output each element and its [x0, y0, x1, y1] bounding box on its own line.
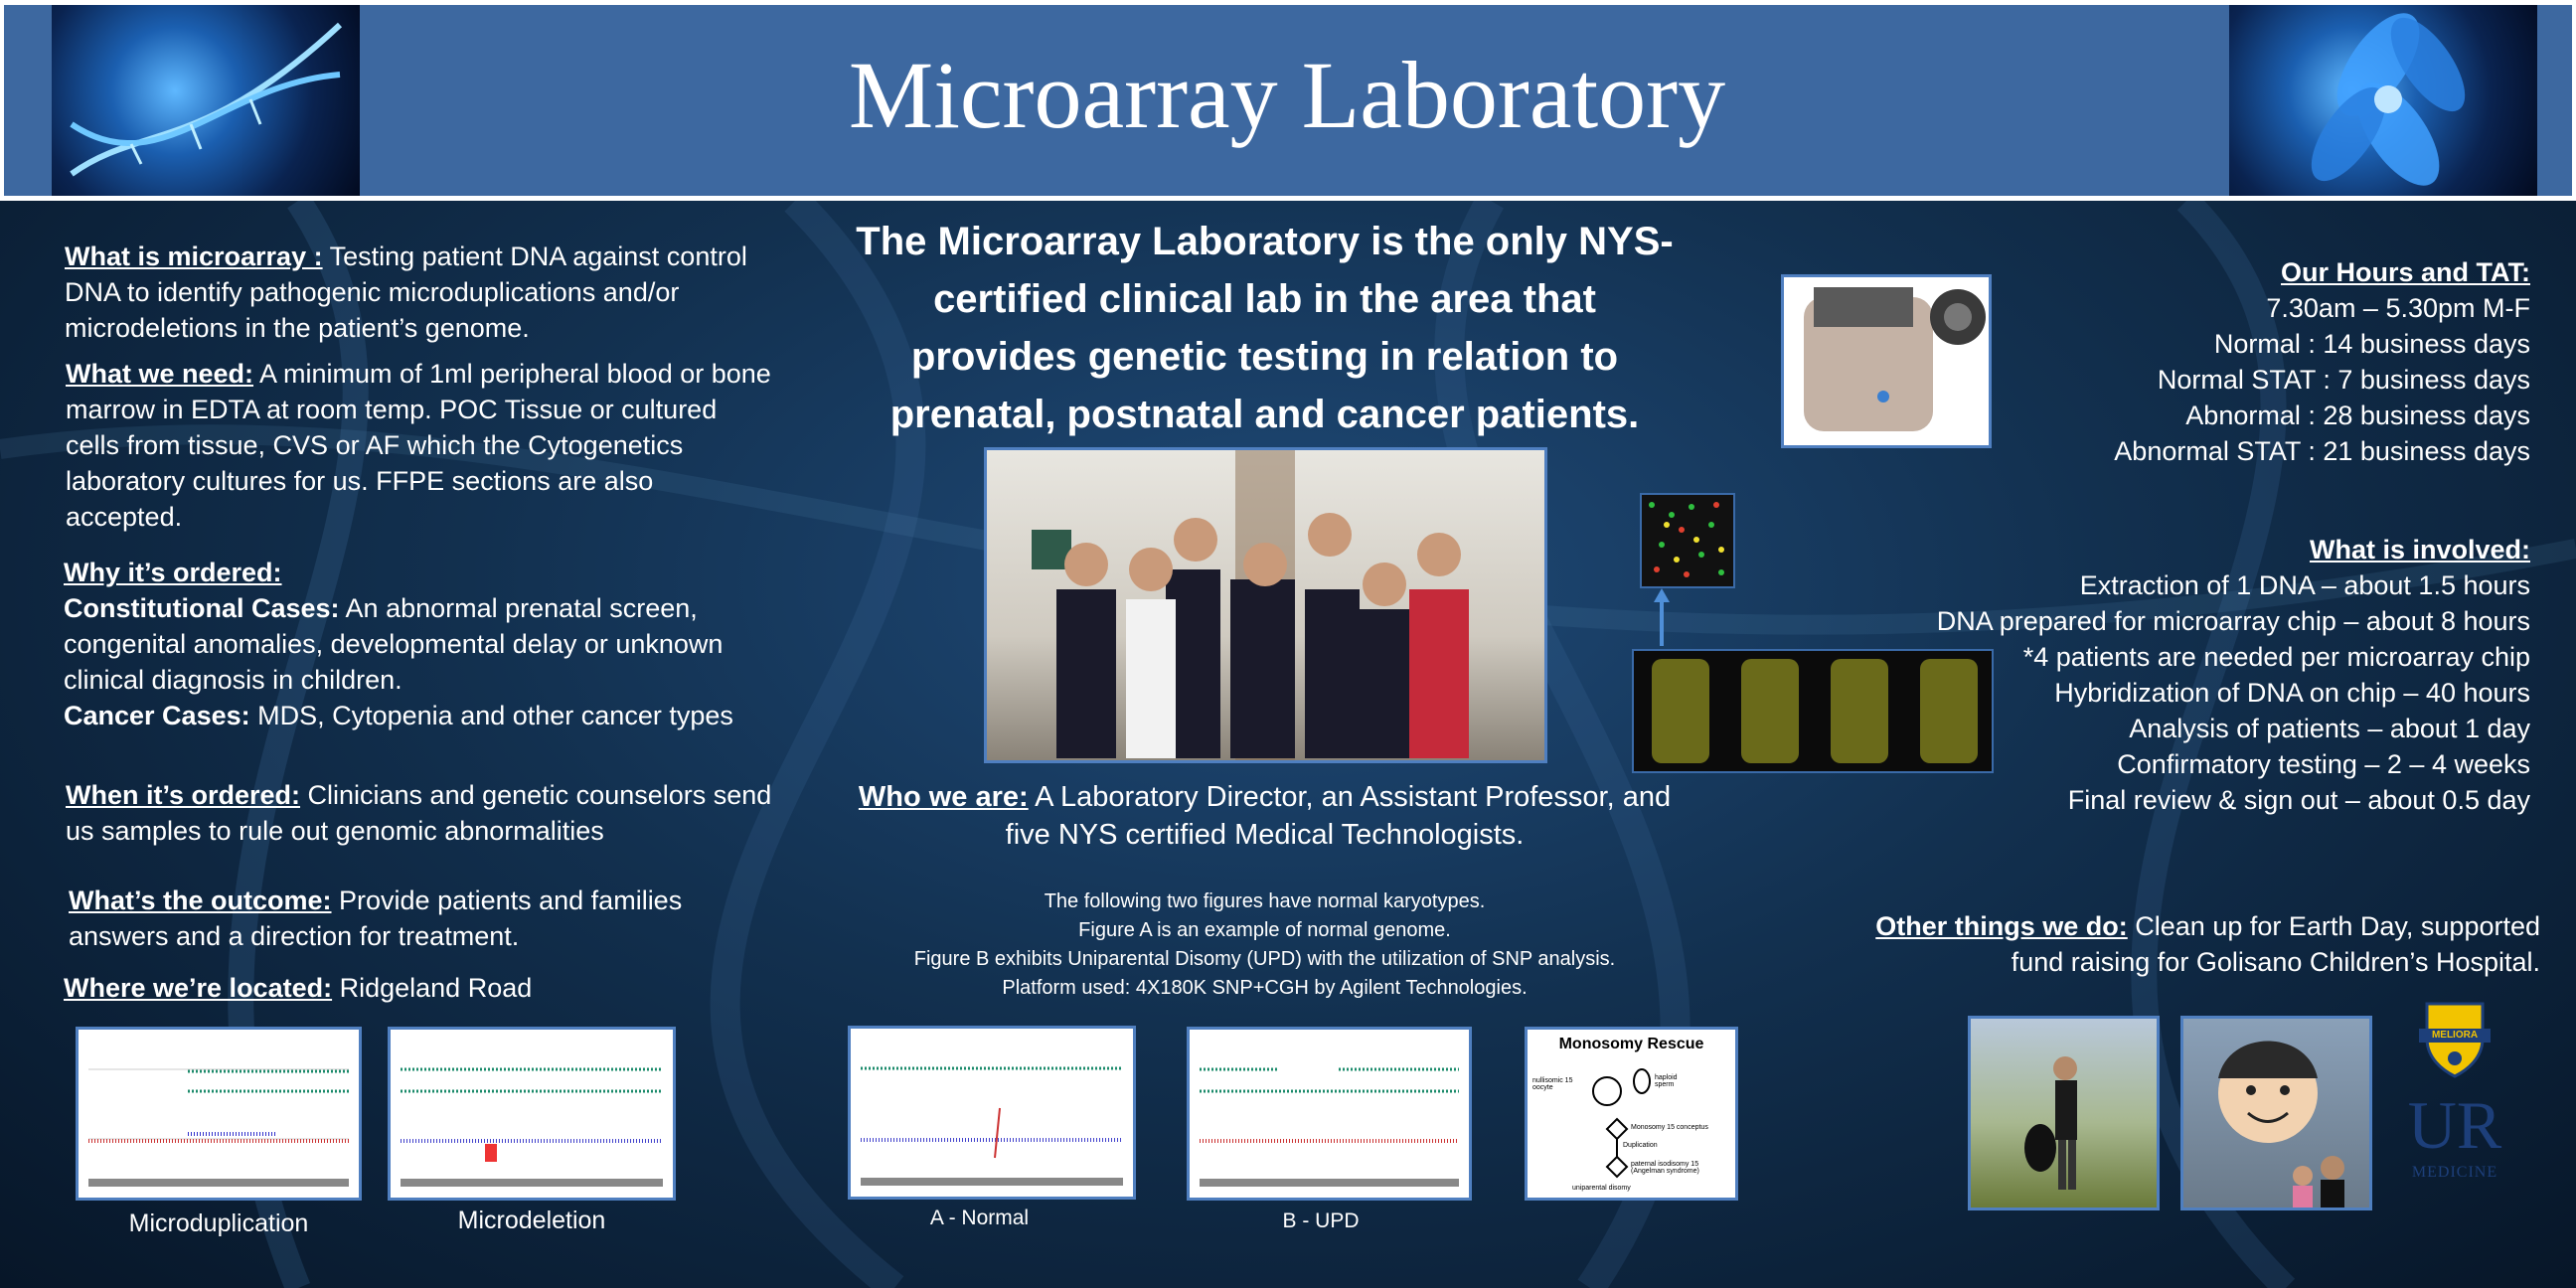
monosomy-label-isodisomy: paternal isodisomy 15 (Angelman syndrome): [1631, 1161, 1699, 1175]
when-ordered: [66, 777, 791, 849]
constitutional-text: An abnormal prenatal screen, congenital anomalies, developmental delay or unknown clinical diagnosis in children.: [64, 593, 724, 695]
fundraising-photo: [2180, 1016, 2372, 1210]
ur-letters: UR: [2407, 1087, 2502, 1163]
page-title: Microarray Laboratory: [848, 42, 1726, 148]
where-text: Ridgeland Road: [332, 973, 533, 1003]
involved-line: *4 patients are needed per microarray chip: [2022, 642, 2530, 672]
arrow-up-icon: [1652, 588, 1672, 648]
involved-line: Hybridization of DNA on chip – 40 hours: [2054, 678, 2530, 708]
ur-medicine-logo: [2400, 999, 2509, 1188]
where-label: Where we’re located:: [64, 973, 333, 1003]
caption-a-normal: A - Normal: [929, 1207, 1030, 1229]
monosomy-label-conceptus: Monosomy 15 conceptus: [1631, 1124, 1708, 1131]
upd-plot: [1187, 1027, 1472, 1201]
figure-note-1: The following two figures have normal karyotypes.: [1044, 890, 1486, 912]
figure-notes: [855, 887, 1675, 1003]
figure-note-4: Platform used: 4X180K SNP+CGH by Agilent Technologies.: [1002, 977, 1528, 999]
when-text: Clinicians and genetic counselors send us samples to rule out genomic abnormalities: [66, 780, 772, 846]
monosomy-title: Monosomy Rescue: [1558, 1036, 1704, 1052]
microarray-chip-closeup: [1640, 493, 1735, 588]
monosomy-label-upd: uniparental disomy: [1572, 1185, 1631, 1192]
involved-line: Extraction of 1 DNA – about 1.5 hours: [2079, 570, 2530, 600]
monosomy-label-duplication: Duplication: [1623, 1142, 1658, 1149]
other-things: [1849, 908, 2540, 980]
what-label: What is microarray :: [65, 242, 323, 271]
team-photo: [984, 447, 1547, 763]
caption-microdeletion: Microdeletion: [457, 1207, 606, 1234]
what-is-microarray: [65, 239, 770, 346]
why-label: Why it’s ordered:: [64, 558, 282, 587]
headline: The Microarray Laboratory is the only NYS-certified clinical lab in the area that provides genetic testing in relation to prenatal, postnatal and cancer patients.: [856, 220, 1674, 436]
monosomy-label-sperm: haploid sperm: [1655, 1074, 1678, 1088]
involved-section: [1789, 532, 2530, 818]
hours-line: 7.30am – 5.30pm M-F: [2266, 293, 2530, 323]
need-text: A minimum of 1ml peripheral blood or bone marrow in EDTA at room temp. POC Tissue or cultured cells from tissue, CVS or AF which the Cytogenetics laboratory cultures for us. FFPE sections are also accepted.: [66, 359, 771, 532]
caption-microduplication: Microduplication: [128, 1209, 309, 1237]
chromosome-image: [2229, 5, 2537, 196]
meliora-ribbon: MELIORA: [2431, 1030, 2479, 1041]
who-text: A Laboratory Director, an Assistant Professor, and five NYS certified Medical Technologists.: [1005, 781, 1672, 851]
constitutional-label: Constitutional Cases:: [64, 593, 340, 623]
hours-section: [1888, 254, 2530, 469]
microduplication-plot: [76, 1027, 362, 1201]
cancer-label: Cancer Cases:: [64, 701, 250, 730]
hours-line: Normal : 14 business days: [2213, 329, 2530, 359]
why-ordered: [64, 555, 779, 733]
monosomy-label-oocyte: nullisomic 15 oocyte: [1532, 1077, 1573, 1091]
hours-line: Abnormal STAT : 21 business days: [2114, 436, 2530, 466]
need-label: What we need:: [66, 359, 254, 389]
dna-helix-image: [52, 5, 360, 196]
outcome-text: Provide patients and families answers and a direction for treatment.: [69, 886, 683, 951]
outcome: [69, 883, 764, 954]
involved-line: Confirmatory testing – 2 – 4 weeks: [2117, 749, 2530, 779]
hours-label: Our Hours and TAT:: [2281, 257, 2530, 287]
involved-label: What is involved:: [2309, 535, 2530, 564]
normal-genome-plot: [848, 1026, 1136, 1200]
monosomy-rescue-diagram: [1525, 1027, 1738, 1201]
medicine-wordmark: MEDICINE: [2411, 1164, 2498, 1181]
who-we-are: [855, 778, 1675, 854]
caption-b-upd: B - UPD: [1282, 1209, 1360, 1232]
microdeletion-plot: [388, 1027, 676, 1201]
involved-line: DNA prepared for microarray chip – about 8 hours: [1936, 606, 2530, 636]
hours-line: Abnormal : 28 business days: [2185, 401, 2530, 430]
cancer-text: MDS, Cytopenia and other cancer types: [249, 701, 733, 730]
what-text: Testing patient DNA against control DNA to identify pathogenic microduplications and/or microdeletions in the patient’s genome.: [65, 242, 747, 343]
when-label: When it’s ordered:: [66, 780, 301, 810]
outcome-label: What’s the outcome:: [69, 886, 332, 915]
other-text: Clean up for Earth Day, supported fund raising for Golisano Children’s Hospital.: [2011, 911, 2540, 977]
involved-line: Analysis of patients – about 1 day: [2129, 714, 2530, 743]
earth-day-photo: [1968, 1016, 2160, 1210]
location: [64, 970, 759, 1006]
figure-note-2: Figure A is an example of normal genome.: [1078, 919, 1451, 941]
other-label: Other things we do:: [1875, 911, 2128, 941]
figure-note-3: Figure B exhibits Uniparental Disomy (UPD) with the utilization of SNP analysis.: [913, 948, 1616, 970]
what-we-need: [66, 356, 771, 535]
involved-line: Final review & sign out – about 0.5 day: [2067, 785, 2530, 815]
hours-line: Normal STAT : 7 business days: [2157, 365, 2530, 395]
who-label: Who we are:: [858, 781, 1029, 813]
